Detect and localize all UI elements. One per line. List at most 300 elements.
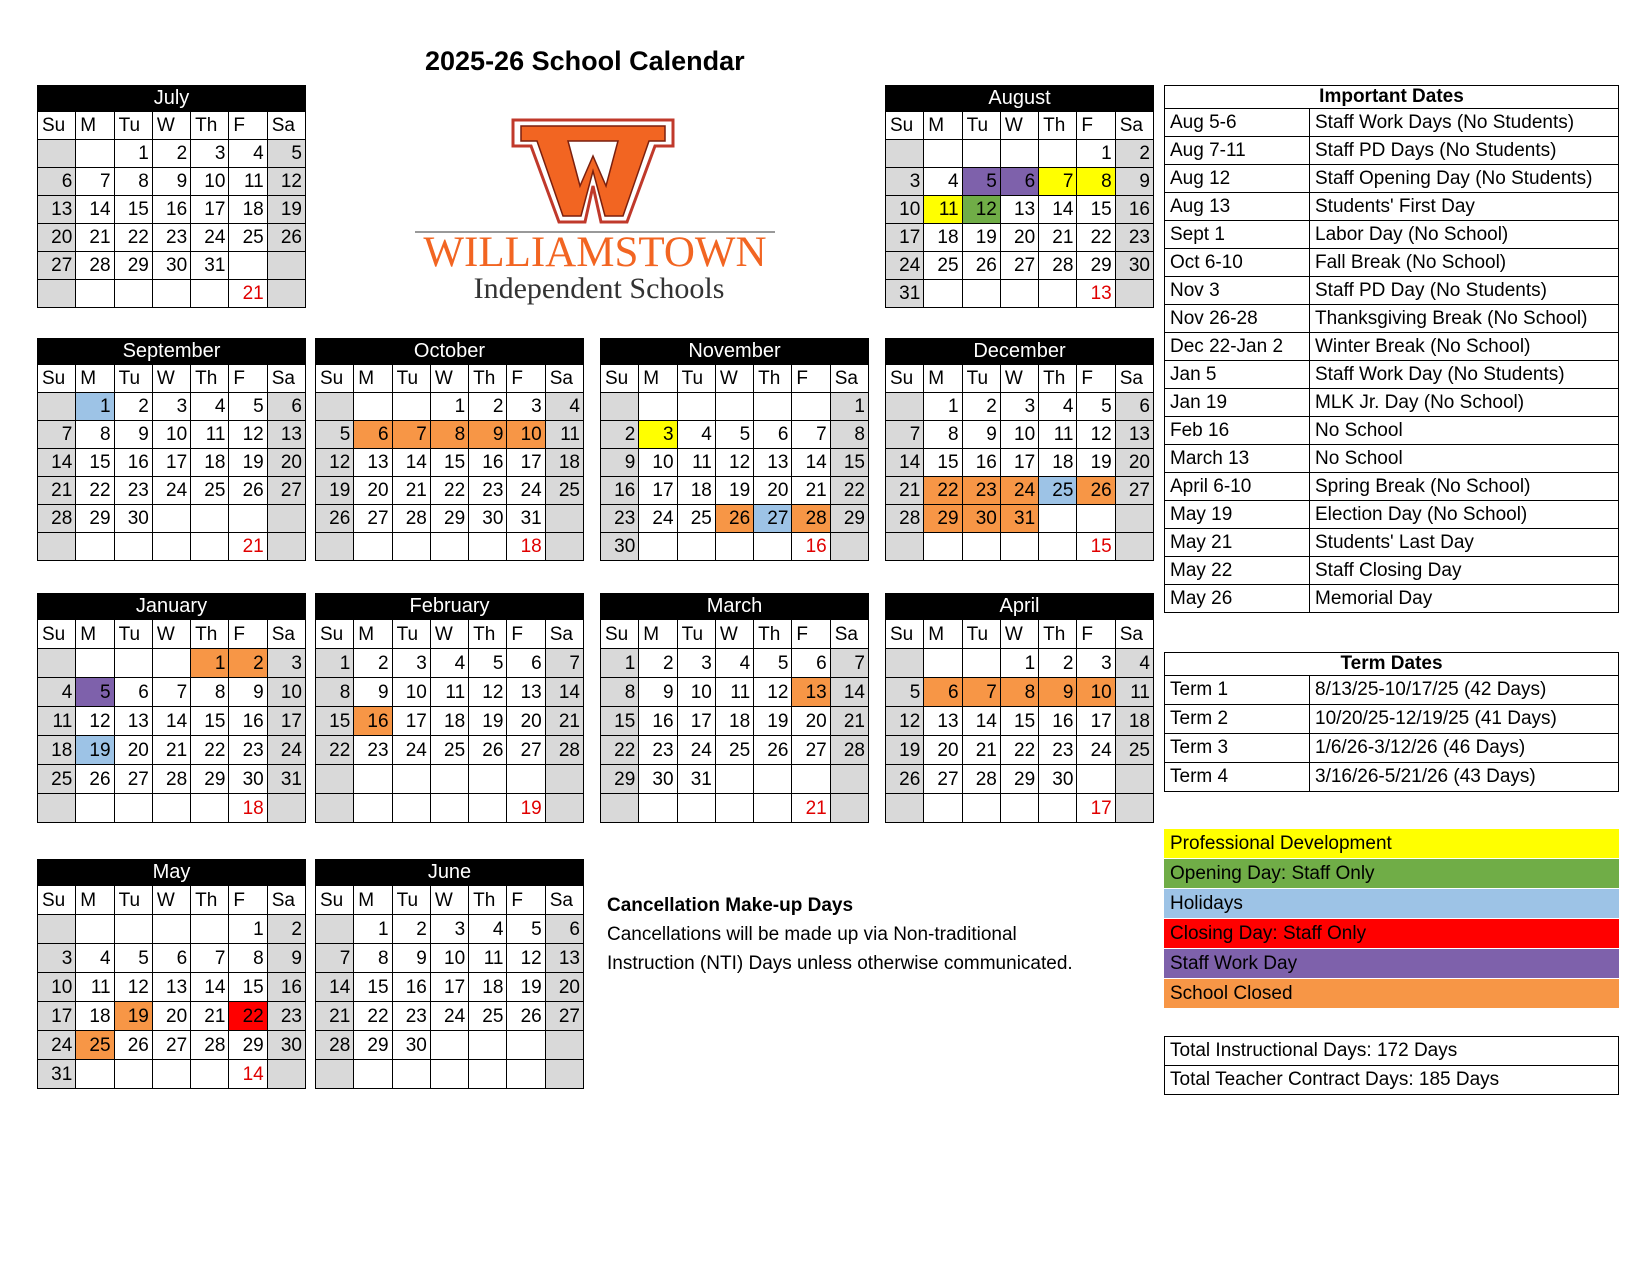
day-cell: 6 (354, 421, 392, 449)
empty-cell (76, 649, 114, 678)
empty-cell (1116, 533, 1154, 561)
day-header: Tu (115, 365, 153, 393)
day-cell: 12 (229, 421, 267, 449)
day-cell: 5 (1077, 393, 1115, 421)
day-count: 15 (1077, 533, 1115, 561)
empty-cell (115, 649, 153, 678)
day-header: Su (886, 365, 924, 393)
day-cell: 14 (886, 449, 924, 477)
description-cell: Winter Break (No School) (1310, 333, 1619, 361)
day-count: 13 (1077, 280, 1115, 308)
day-cell: 10 (191, 168, 229, 196)
day-cell: 18 (76, 1002, 114, 1031)
day-cell: 12 (76, 707, 114, 736)
day-cell: 15 (831, 449, 869, 477)
description-cell: No School (1310, 417, 1619, 445)
empty-cell (754, 794, 792, 823)
day-cell: 10 (268, 678, 306, 707)
day-cell: 3 (191, 140, 229, 168)
day-header: Sa (831, 365, 869, 393)
day-cell: 19 (1077, 449, 1115, 477)
day-cell: 28 (393, 505, 431, 533)
day-cell: 19 (886, 736, 924, 765)
totals-table (1164, 1036, 1619, 1095)
date-cell: Sept 1 (1165, 221, 1310, 249)
day-cell: 23 (469, 477, 507, 505)
month-march (600, 593, 869, 823)
empty-cell (1116, 794, 1154, 823)
day-cell: 5 (886, 678, 924, 707)
day-cell: 30 (1039, 765, 1077, 794)
day-cell: 22 (115, 224, 153, 252)
empty-cell (469, 794, 507, 823)
day-cell: 26 (963, 252, 1001, 280)
day-header: Sa (546, 620, 584, 649)
day-cell: 31 (1001, 505, 1039, 533)
day-header: M (76, 365, 114, 393)
day-cell: 28 (831, 736, 869, 765)
day-cell: 4 (716, 649, 754, 678)
day-cell: 25 (38, 765, 76, 794)
day-cell: 29 (924, 505, 962, 533)
day-cell: 9 (115, 421, 153, 449)
empty-cell (316, 533, 354, 561)
day-header: F (1077, 620, 1115, 649)
day-cell: 26 (754, 736, 792, 765)
day-cell: 31 (268, 765, 306, 794)
day-cell: 20 (924, 736, 962, 765)
empty-cell (639, 533, 677, 561)
day-cell: 18 (229, 196, 267, 224)
day-cell: 9 (469, 421, 507, 449)
month-name: May (37, 859, 306, 885)
day-cell: 5 (963, 168, 1001, 196)
empty-cell (268, 794, 306, 823)
day-cell: 23 (229, 736, 267, 765)
day-cell: 2 (115, 393, 153, 421)
day-cell: 1 (354, 915, 392, 944)
day-header: W (1001, 112, 1039, 140)
day-cell: 22 (924, 477, 962, 505)
day-cell: 19 (316, 477, 354, 505)
date-cell: Jan 19 (1165, 389, 1310, 417)
day-cell: 15 (601, 707, 639, 736)
empty-cell (38, 649, 76, 678)
day-cell: 30 (393, 1031, 431, 1060)
description-cell: 10/20/25-12/19/25 (41 Days) (1310, 705, 1619, 734)
month-grid (315, 364, 584, 561)
day-cell: 15 (316, 707, 354, 736)
day-cell: 4 (469, 915, 507, 944)
day-cell: 3 (393, 649, 431, 678)
empty-cell (393, 794, 431, 823)
day-cell: 3 (639, 421, 677, 449)
day-cell: 28 (1039, 252, 1077, 280)
day-cell: 7 (38, 421, 76, 449)
day-cell: 25 (469, 1002, 507, 1031)
important-dates-table (1164, 85, 1619, 613)
day-header: Tu (678, 620, 716, 649)
legend-item: Holidays (1164, 889, 1619, 919)
day-cell: 11 (546, 421, 584, 449)
table-row (1165, 137, 1619, 165)
day-cell: 17 (191, 196, 229, 224)
month-january (37, 593, 306, 823)
table-row (1165, 417, 1619, 445)
empty-cell (546, 1060, 584, 1089)
day-cell: 20 (1116, 449, 1154, 477)
day-cell: 17 (1001, 449, 1039, 477)
empty-cell (191, 533, 229, 561)
table-row (1165, 221, 1619, 249)
day-cell: 2 (1116, 140, 1154, 168)
empty-cell (153, 794, 191, 823)
day-cell: 1 (431, 393, 469, 421)
empty-cell (153, 533, 191, 561)
empty-cell (76, 140, 114, 168)
day-cell: 27 (115, 765, 153, 794)
day-cell: 16 (354, 707, 392, 736)
day-cell: 29 (1077, 252, 1115, 280)
day-cell: 13 (1116, 421, 1154, 449)
day-header: W (431, 886, 469, 915)
day-cell: 16 (1039, 707, 1077, 736)
day-cell: 17 (153, 449, 191, 477)
date-cell: May 22 (1165, 557, 1310, 585)
day-cell: 3 (153, 393, 191, 421)
day-cell: 1 (316, 649, 354, 678)
day-cell: 21 (831, 707, 869, 736)
day-cell: 12 (754, 678, 792, 707)
day-cell: 28 (792, 505, 830, 533)
day-cell: 1 (115, 140, 153, 168)
day-cell: 25 (76, 1031, 114, 1060)
day-cell: 21 (153, 736, 191, 765)
empty-cell (924, 280, 962, 308)
day-cell: 9 (963, 421, 1001, 449)
table-row (1165, 676, 1619, 705)
day-cell: 26 (507, 1002, 545, 1031)
makeup-text-line2: Instruction (NTI) Days unless otherwise communicated. (607, 953, 1073, 974)
empty-cell (1039, 533, 1077, 561)
day-cell: 23 (393, 1002, 431, 1031)
description-cell: Students' First Day (1310, 193, 1619, 221)
day-cell: 15 (924, 449, 962, 477)
day-cell: 27 (754, 505, 792, 533)
day-cell: 22 (601, 736, 639, 765)
day-header: M (639, 365, 677, 393)
description-cell: Staff Opening Day (No Students) (1310, 165, 1619, 193)
empty-cell (792, 393, 830, 421)
day-cell: 21 (76, 224, 114, 252)
day-cell: 14 (831, 678, 869, 707)
day-header: W (716, 620, 754, 649)
day-cell: 4 (191, 393, 229, 421)
day-cell: 31 (678, 765, 716, 794)
day-header: Th (469, 365, 507, 393)
day-cell: 23 (1116, 224, 1154, 252)
month-grid (37, 364, 306, 561)
day-cell: 21 (1039, 224, 1077, 252)
day-header: F (1077, 365, 1115, 393)
day-cell: 19 (507, 973, 545, 1002)
month-october (315, 338, 584, 561)
total-contract-days: Total Teacher Contract Days: 185 Days (1165, 1066, 1619, 1095)
day-header: Su (601, 365, 639, 393)
day-cell: 18 (469, 973, 507, 1002)
date-cell: Nov 3 (1165, 277, 1310, 305)
day-cell: 15 (1001, 707, 1039, 736)
day-cell: 27 (153, 1031, 191, 1060)
empty-cell (546, 533, 584, 561)
empty-cell (507, 1031, 545, 1060)
makeup-note (607, 891, 1127, 978)
day-cell: 30 (229, 765, 267, 794)
day-cell: 15 (431, 449, 469, 477)
day-cell: 24 (1077, 736, 1115, 765)
day-cell: 22 (76, 477, 114, 505)
description-cell: 1/6/26-3/12/26 (46 Days) (1310, 734, 1619, 763)
day-cell: 12 (1077, 421, 1115, 449)
month-grid (315, 885, 584, 1089)
empty-cell (354, 533, 392, 561)
day-cell: 16 (229, 707, 267, 736)
day-cell: 26 (76, 765, 114, 794)
day-cell: 4 (76, 944, 114, 973)
day-cell: 30 (639, 765, 677, 794)
day-cell: 6 (268, 393, 306, 421)
day-cell: 10 (639, 449, 677, 477)
day-cell: 21 (38, 477, 76, 505)
date-cell: Feb 16 (1165, 417, 1310, 445)
day-cell: 29 (115, 252, 153, 280)
day-cell: 20 (38, 224, 76, 252)
empty-cell (431, 765, 469, 794)
empty-cell (316, 393, 354, 421)
day-cell: 1 (1077, 140, 1115, 168)
month-november (600, 338, 869, 561)
date-cell: Term 3 (1165, 734, 1310, 763)
day-cell: 13 (153, 973, 191, 1002)
day-count: 21 (792, 794, 830, 823)
day-cell: 4 (1039, 393, 1077, 421)
day-cell: 9 (639, 678, 677, 707)
day-header: Tu (678, 365, 716, 393)
day-cell: 18 (716, 707, 754, 736)
day-cell: 8 (229, 944, 267, 973)
day-cell: 30 (115, 505, 153, 533)
empty-cell (886, 140, 924, 168)
day-cell: 30 (963, 505, 1001, 533)
legend-item: Staff Work Day (1164, 949, 1619, 979)
month-grid (600, 364, 869, 561)
description-cell: No School (1310, 445, 1619, 473)
month-name: March (600, 593, 869, 619)
day-header: Tu (963, 620, 1001, 649)
day-cell: 21 (963, 736, 1001, 765)
month-name: September (37, 338, 306, 364)
month-may (37, 859, 306, 1089)
day-cell: 3 (678, 649, 716, 678)
day-cell: 20 (153, 1002, 191, 1031)
day-cell: 12 (115, 973, 153, 1002)
month-grid (37, 619, 306, 823)
day-cell: 24 (191, 224, 229, 252)
empty-cell (831, 533, 869, 561)
day-cell: 6 (38, 168, 76, 196)
empty-cell (792, 765, 830, 794)
legend-item: Opening Day: Staff Only (1164, 859, 1619, 889)
day-cell: 14 (546, 678, 584, 707)
day-cell: 28 (191, 1031, 229, 1060)
empty-cell (469, 1031, 507, 1060)
empty-cell (924, 533, 962, 561)
empty-cell (393, 533, 431, 561)
day-cell: 22 (229, 1002, 267, 1031)
day-cell: 11 (678, 449, 716, 477)
day-cell: 30 (601, 533, 639, 561)
total-instructional-days: Total Instructional Days: 172 Days (1165, 1037, 1619, 1066)
day-header: M (639, 620, 677, 649)
day-cell: 18 (191, 449, 229, 477)
day-cell: 13 (115, 707, 153, 736)
month-name: April (885, 593, 1154, 619)
day-cell: 25 (1116, 736, 1154, 765)
empty-cell (153, 915, 191, 944)
day-cell: 24 (268, 736, 306, 765)
date-cell: March 13 (1165, 445, 1310, 473)
empty-cell (153, 1060, 191, 1089)
day-cell: 2 (268, 915, 306, 944)
day-cell: 23 (639, 736, 677, 765)
empty-cell (191, 1060, 229, 1089)
table-row (1165, 333, 1619, 361)
day-count: 21 (229, 280, 267, 308)
day-header: F (1077, 112, 1115, 140)
day-cell: 2 (393, 915, 431, 944)
empty-cell (431, 794, 469, 823)
day-cell: 15 (191, 707, 229, 736)
empty-cell (76, 915, 114, 944)
month-name: August (885, 85, 1154, 111)
day-cell: 25 (678, 505, 716, 533)
day-cell: 20 (754, 477, 792, 505)
day-cell: 27 (507, 736, 545, 765)
month-december (885, 338, 1154, 561)
month-august (885, 85, 1154, 308)
day-header: Th (191, 620, 229, 649)
day-cell: 26 (229, 477, 267, 505)
day-cell: 16 (115, 449, 153, 477)
empty-cell (229, 252, 267, 280)
day-cell: 10 (393, 678, 431, 707)
empty-cell (546, 765, 584, 794)
day-cell: 21 (792, 477, 830, 505)
day-cell: 22 (354, 1002, 392, 1031)
term-dates-header: Term Dates (1165, 653, 1619, 676)
day-header: W (431, 620, 469, 649)
day-cell: 26 (268, 224, 306, 252)
day-cell: 14 (38, 449, 76, 477)
day-cell: 27 (924, 765, 962, 794)
day-cell: 16 (601, 477, 639, 505)
day-cell: 12 (469, 678, 507, 707)
day-cell: 2 (354, 649, 392, 678)
empty-cell (1039, 505, 1077, 533)
day-cell: 7 (963, 678, 1001, 707)
day-cell: 20 (507, 707, 545, 736)
table-row (1165, 249, 1619, 277)
date-cell: Term 4 (1165, 763, 1310, 792)
day-cell: 29 (76, 505, 114, 533)
day-cell: 3 (268, 649, 306, 678)
day-cell: 11 (76, 973, 114, 1002)
day-cell: 8 (191, 678, 229, 707)
empty-cell (678, 393, 716, 421)
day-cell: 12 (316, 449, 354, 477)
makeup-text-line1: Cancellations will be made up via Non-traditional (607, 924, 1017, 945)
important-dates-header: Important Dates (1165, 86, 1619, 109)
day-cell: 17 (268, 707, 306, 736)
table-row (1165, 193, 1619, 221)
day-cell: 11 (38, 707, 76, 736)
date-cell: Term 1 (1165, 676, 1310, 705)
empty-cell (38, 280, 76, 308)
day-cell: 18 (1039, 449, 1077, 477)
day-cell: 17 (1077, 707, 1115, 736)
date-cell: Aug 5-6 (1165, 109, 1310, 137)
day-count: 17 (1077, 794, 1115, 823)
table-row (1165, 445, 1619, 473)
day-cell: 21 (546, 707, 584, 736)
day-header: F (229, 620, 267, 649)
description-cell: Spring Break (No School) (1310, 473, 1619, 501)
empty-cell (716, 533, 754, 561)
day-header: Th (191, 886, 229, 915)
day-cell: 12 (507, 944, 545, 973)
day-cell: 25 (191, 477, 229, 505)
day-header: Tu (115, 620, 153, 649)
day-cell: 15 (354, 973, 392, 1002)
w-logo-icon (513, 120, 673, 222)
day-cell: 3 (1001, 393, 1039, 421)
day-header: Th (191, 365, 229, 393)
day-cell: 25 (229, 224, 267, 252)
day-header: Tu (393, 620, 431, 649)
day-cell: 2 (963, 393, 1001, 421)
day-cell: 9 (393, 944, 431, 973)
day-cell: 7 (1039, 168, 1077, 196)
empty-cell (469, 1060, 507, 1089)
day-cell: 11 (229, 168, 267, 196)
empty-cell (354, 393, 392, 421)
day-cell: 7 (393, 421, 431, 449)
day-header: Th (754, 620, 792, 649)
day-header: Su (316, 365, 354, 393)
empty-cell (963, 280, 1001, 308)
empty-cell (431, 1031, 469, 1060)
day-cell: 26 (1077, 477, 1115, 505)
empty-cell (393, 765, 431, 794)
day-header: Su (38, 886, 76, 915)
table-row (1165, 705, 1619, 734)
empty-cell (229, 505, 267, 533)
day-header: F (507, 886, 545, 915)
empty-cell (754, 765, 792, 794)
empty-cell (115, 280, 153, 308)
month-grid (600, 619, 869, 823)
day-cell: 13 (924, 707, 962, 736)
